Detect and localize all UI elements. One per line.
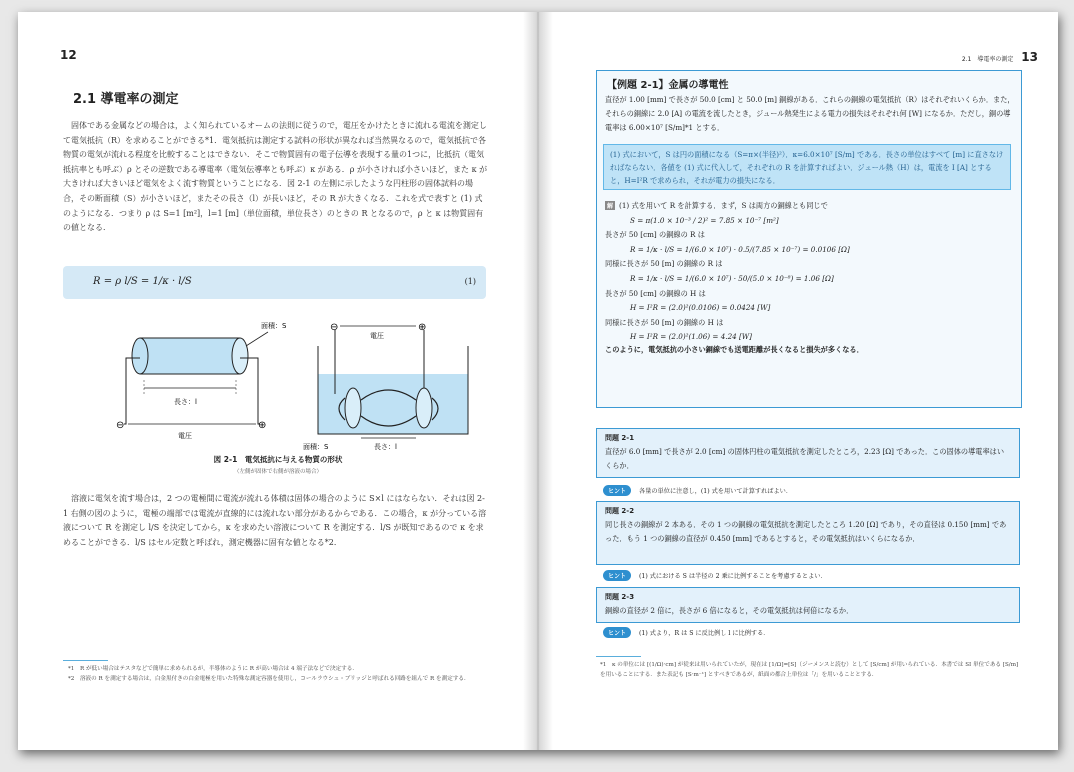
- intro-paragraph: 固体である金属などの場合は，よく知られているオームの法則に従うので，電圧をかけたときに流れる電流を測定して電気抵抗（R）を求めることができる*1．電気抵抗は測定する試料の形状が異なれば当然異なるので，電気抵抗で各物質の電気が流れる程度を比較することはできない．そこで物質固有の電子伝導を表現する量の1つに，比抵抗（電気抵抗率とも呼ぶ）ρ とその逆数である導電率（電気伝導率とも呼ぶ）κ がある．ρ が小さければ小さいほど，また κ が大きければ大きいほど電気をよく流す物質ということになる．図 2-1 の左側に示したような円柱形の固体試料の場合，その断面積（S）が小さいほど，またその長さ（l）が長いほど，その R が大きくなる．これを式で表すと (1) 式のようになる．つまり ρ は S=1 [m²]，l=1 [m]（単位面積，単位長さ）のときの R となるので，ρ と κ は物質固有の値となる．: [63, 121, 488, 233]
- hint-3: [603, 627, 769, 638]
- running-header: [962, 50, 1038, 64]
- figure-2-1: [78, 308, 498, 453]
- hint-badge: ヒント: [603, 627, 631, 638]
- plus-terminal-left: ⊕: [258, 420, 267, 431]
- formula-number: (1): [464, 277, 476, 286]
- example-body: 直径が 1.00 [mm] で長さが 50.0 [cm] と 50.0 [m] 銅線がある．これらの銅線の電気抵抗（R）はそれぞれいくらか．また，それらの銅線に 2.0 [A] の電流を流したとき，ジュール熱発生による電力の損失はそれぞれ何 [W] になるか．ただし，銅の導電率は 6.00×10⁷ [S/m]*1 とする．: [605, 95, 1015, 132]
- left-page: [18, 12, 538, 750]
- footnote-right: *1 κ の単位には [(1/Ω)·cm] が従来は用いられていたが，現在は [1/Ω]=[S]（ジーメンスと読む）として [S/cm] が用いられている．本書では SI 単位である [S/m] を用いることにする．また表記も [S·m⁻¹] とすべきであるが，紙面の都合上単位は「/」を用いることとする．: [600, 662, 1019, 678]
- solution-conclusion: このように，電気抵抗の小さい銅線でも送電距離が長くなると損失が多くなる．: [605, 344, 864, 354]
- solution-line: 長さが 50 [cm] の銅線の R は: [605, 230, 705, 240]
- footnote-rule-right: [596, 656, 641, 657]
- formula-equation: R = ρ l/S = 1/κ · l/S: [93, 276, 192, 287]
- footnote-2: *2 溶液の R を測定する場合は，白金黒付きの白金電極を用いた特殊な測定容器を使用し，コールラウシュ・ブリッジと呼ばれる回路を組んで R を測定する．: [68, 676, 470, 682]
- problem-box-2: [596, 501, 1020, 565]
- hint-text: (1) 式における S は半径の 2 乗に比例することを考慮するとよい．: [639, 573, 827, 580]
- problem-text: 同じ長さの銅線が 2 本ある．その 1 つの銅線の電気抵抗を測定したところ 1.20 [Ω] であり，その直径は 0.150 [mm] であった．もう 1 つの銅線の直径が 0.450 [mm] であるとすると，その電気抵抗はいくらになるか．: [605, 520, 1007, 543]
- page-number-right: 13: [1021, 50, 1038, 64]
- problem-title: 問題 2-2: [605, 507, 635, 515]
- problem-title: 問題 2-1: [605, 434, 635, 442]
- solution-line: R = 1/κ · l/S = 1/(6.0 × 10⁷) · 0.5/(7.85 × 10⁻⁷) = 0.0106 [Ω]: [630, 244, 850, 254]
- hint-2: [603, 570, 827, 581]
- voltage-label-right: 電圧: [370, 332, 384, 340]
- hint-badge: ヒント: [603, 570, 631, 581]
- solution-paragraph: 溶液に電気を流す場合は，2 つの電極間に電流が流れる体積は固体の場合のように S×l にはならない．それは図 2-1 右側の図のように，電極の端部では電流が直線的には流れない部分があるからである．この場合，κ が分っている溶液について R を測定し l/S を決定してから，κ を求めたい溶液について R を測定する．l/S が既知であるので κ を求めることができる．l/S はセル定数と呼ばれ，測定機器に固有な値となる*2．: [63, 494, 487, 547]
- minus-terminal-right: ⊖: [330, 322, 339, 333]
- hint-text: (1) 式より，R は S に反比例し l に比例する．: [639, 630, 770, 637]
- footnote-rule-left: [63, 660, 108, 661]
- example-title: 【例題 2-1】金属の導電性: [607, 80, 729, 91]
- problem-text: 銅線の直径が 2 倍に，長さが 6 倍になると，その電気抵抗は何倍になるか．: [605, 606, 854, 615]
- problem-box-1: [596, 428, 1020, 478]
- solution-line: H = I²R = (2.0)²(0.0106) = 0.0424 [W]: [630, 303, 771, 313]
- figure-caption: 図 2-1 電気抵抗に与える物質の形状: [213, 455, 343, 464]
- solution-line: (1) 式を用いて R を計算する．まず，S は両方の銅線とも同じで: [619, 201, 828, 210]
- solution-line: 長さが 50 [cm] の銅線の H は: [605, 288, 706, 298]
- area-label-left: 面積：S: [261, 322, 287, 330]
- solution-line: 同様に長さが 50 [m] の銅線の R は: [605, 259, 723, 269]
- example-note: (1) 式において，S は円の面積になる（S=π×(半径)²）．κ=6.0×10⁷ [S/m] である．長さの単位はすべて [m] に直さなければならない．各値を (1) 式に代入して，それぞれの R を計算すればよい．ジュール熱（H）は，電流を I [A] とすると，H=I²R で求められ，それが電力の損失になる．: [603, 144, 1011, 190]
- figure-subcaption: （左側が固体で右側が溶液の場合）: [233, 469, 322, 475]
- area-label-right: 面積：S: [303, 443, 329, 451]
- hint-text: 各量の単位に注意し，(1) 式を用いて計算すればよい．: [639, 488, 793, 495]
- section-title: 2.1 導電率の測定: [73, 92, 179, 107]
- hint-badge: ヒント: [603, 485, 631, 496]
- problem-text: 直径が 6.0 [mm] で長さが 2.0 [cm] の固体円柱の電気抵抗を測定したところ，2.23 [Ω] であった．この固体の導電率はいくらか．: [605, 447, 1005, 470]
- problem-box-3: [596, 587, 1020, 623]
- solution-tag: 解: [607, 203, 614, 210]
- example-box: [596, 70, 1022, 408]
- solution-line: 同様に長さが 50 [m] の銅線の H は: [605, 317, 724, 327]
- solution-sample-diagram: [303, 322, 468, 451]
- footnote-1: *1 R が低い場合はテスタなどで簡単に求められるが，半導体のように R が高い場合は 4 端子法などで決定する．: [68, 666, 358, 672]
- length-label-left: 長さ：l: [174, 398, 197, 406]
- right-page: [548, 12, 1058, 750]
- solution-line: R = 1/κ · l/S = 1/(6.0 × 10⁷) · 50/(5.0 × 10⁻⁸) = 1.06 [Ω]: [630, 273, 834, 283]
- plus-terminal-right: ⊕: [418, 322, 427, 333]
- solid-sample-diagram: [116, 321, 287, 440]
- length-label-right: 長さ：l: [374, 443, 397, 451]
- book-spread: [18, 12, 1058, 750]
- minus-terminal-left: ⊖: [116, 420, 125, 431]
- hint-1: [603, 485, 792, 496]
- example-solution: [605, 199, 1015, 355]
- solution-line: H = I²R = (2.0)²(1.06) = 4.24 [W]: [630, 332, 752, 342]
- page-number-left: 12: [60, 48, 77, 62]
- formula-box: [63, 266, 486, 299]
- header-section: 2.1 導電率の測定: [961, 56, 1014, 63]
- problem-title: 問題 2-3: [605, 593, 635, 601]
- solution-line: S = π(1.0 × 10⁻³ / 2)² = 7.85 × 10⁻⁷ [m²]: [630, 215, 779, 225]
- voltage-label-left: 電圧: [178, 432, 192, 440]
